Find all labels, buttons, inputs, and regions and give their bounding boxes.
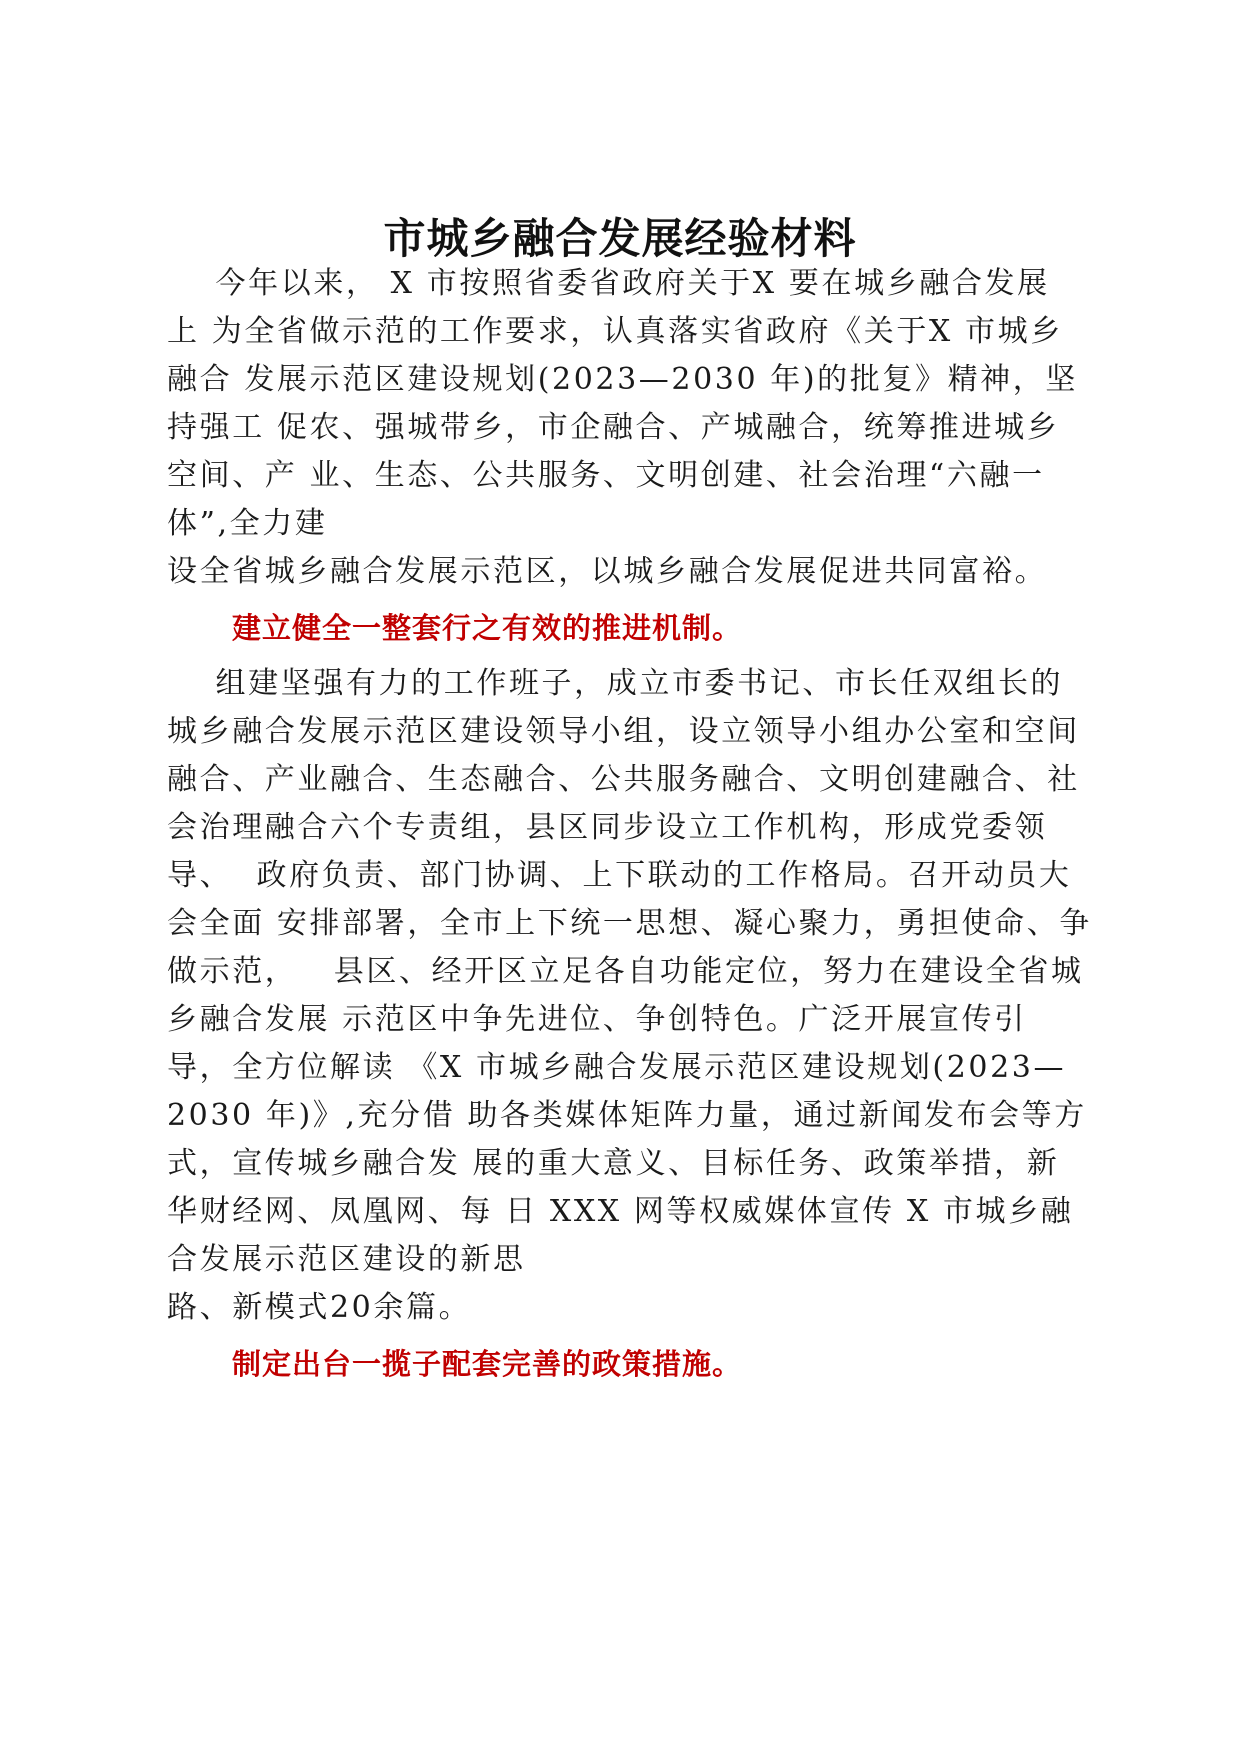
paragraph-1-line: 上 为全省做示范的工作要求，认真落实省政府《关于X 市城乡 [167, 314, 1063, 349]
paragraph-2-line: 城乡融合发展示范区建设领导小组，设立领导小组办公室和空间 [167, 714, 1080, 749]
paragraph-2-line: 融合、产业融合、生态融合、公共服务融合、文明创建融合、社 [167, 762, 1080, 797]
paragraph-2-line: 导、 政府负责、部门协调、上下联动的工作格局。召开动员大 [167, 858, 1072, 893]
paragraph-2-line: 合发展示范区建设的新思 [167, 1242, 526, 1277]
section-heading-2: 制定出台一揽子配套完善的政策措施。 [232, 1347, 743, 1381]
paragraph-2-line: 做示范， 县区、经开区立足各自功能定位，努力在建设全省城 [167, 954, 1084, 989]
paragraph-2-line: 路、新模式20余篇。 [167, 1290, 472, 1325]
paragraph-1-line: 今年以来， X 市按照省委省政府关于X 要在城乡融合发展 [167, 266, 1050, 301]
paragraph-2-line: 式，宣传城乡融合发 展的重大意义、目标任务、政策举措，新 [167, 1146, 1060, 1181]
paragraph-1-line: 空间、产 业、生态、公共服务、文明创建、社会治理“六融一 [167, 458, 1045, 493]
paragraph-1-line: 设全省城乡融合发展示范区，以城乡融合发展促进共同富裕。 [167, 554, 1048, 589]
paragraph-2-line: 组建坚强有力的工作班子，成立市委书记、市长任双组长的 [167, 666, 1064, 701]
paragraph-2-line: 华财经网、凤凰网、每 日 XXX 网等权威媒体宣传 X 市城乡融 [167, 1194, 1074, 1229]
paragraph-2-line: 导，全方位解读 《X 市城乡融合发展示范区建设规划(2023— [167, 1050, 1067, 1085]
paragraph-1-line: 持强工 促农、强城带乡，市企融合、产城融合，统筹推进城乡 [167, 410, 1060, 445]
paragraph-2-line: 2030 年)》,充分借 助各类媒体矩阵力量，通过新闻发布会等方 [167, 1098, 1087, 1133]
paragraph-2-line: 会全面 安排部署，全市上下统一思想、凝心聚力，勇担使命、争 [167, 906, 1092, 941]
document-title: 市城乡融合发展经验材料 [383, 214, 857, 263]
paragraph-2-line: 会治理融合六个专责组，县区同步设立工作机构，形成党委领 [167, 810, 1048, 845]
paragraph-2-line: 乡融合发展 示范区中争先进位、争创特色。广泛开展宣传引 [167, 1002, 1027, 1037]
section-heading-1: 建立健全一整套行之有效的推进机制。 [232, 611, 743, 645]
paragraph-1-line: 体”,全力建 [167, 506, 328, 541]
paragraph-1-line: 融合 发展示范区建设规划(2023—2030 年)的批复》精神，坚 [167, 362, 1078, 397]
